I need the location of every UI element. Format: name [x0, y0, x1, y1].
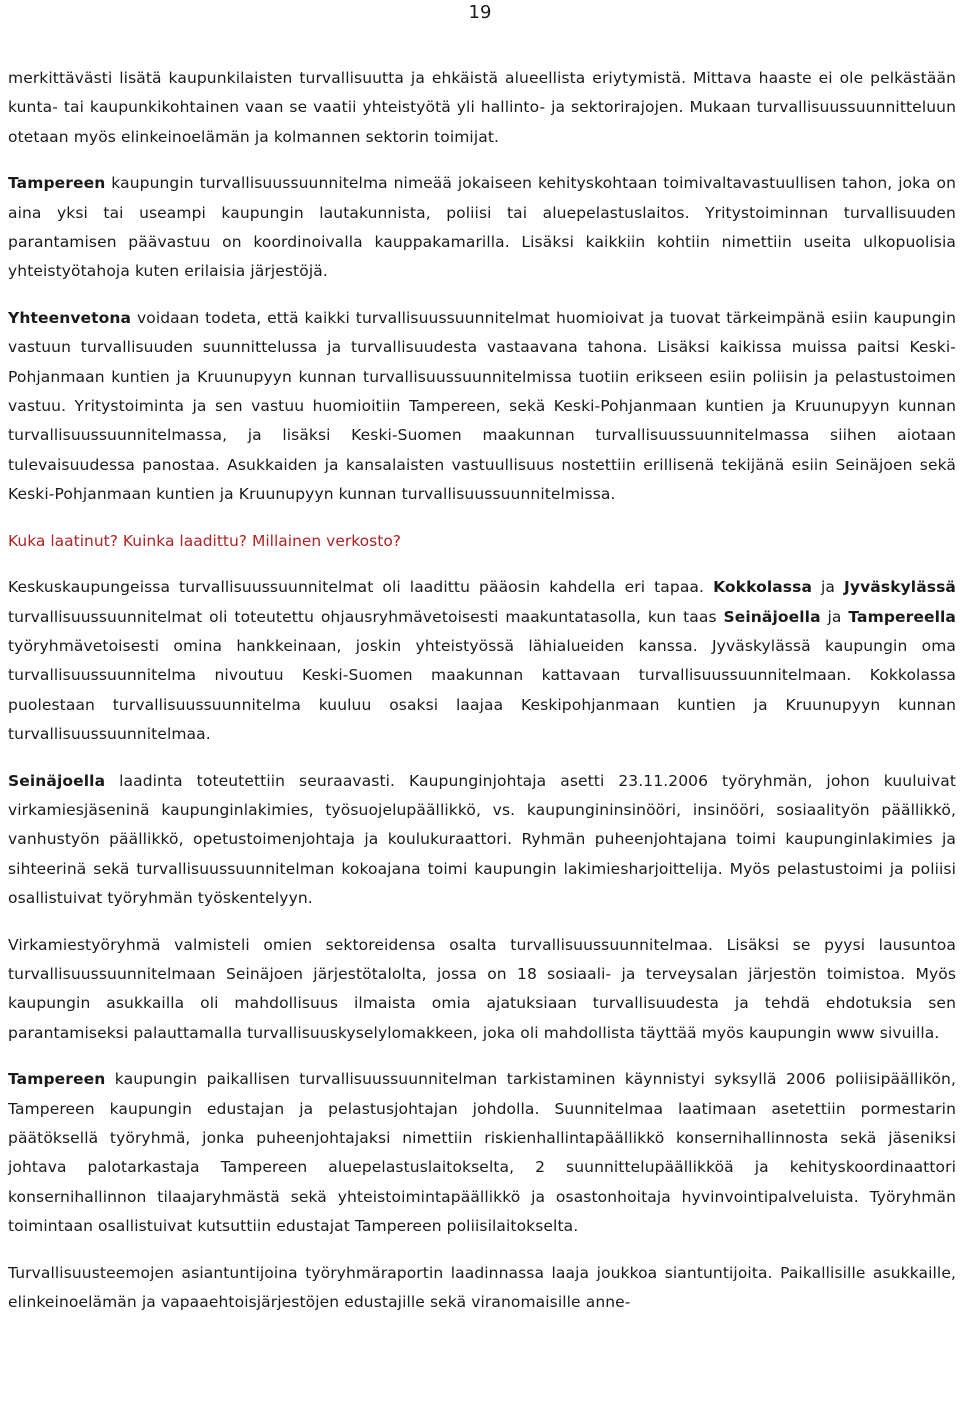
paragraph-text: kaupungin paikallisen turvallisuussuunnitelman tarkistaminen käynnistyi syksyllä 2006 poliisipäällikön, Tampereen kaupungin edustajan ja pelastusjohtajan johdolla. Suunnitelmaa laatimaan asetettiin pormestarin päätöksellä työryhmä, jonka puheenjohtajaksi nimettiin riskienhallintapäällikkö konsernihallinnosta sekä jäseniksi johtava palotarkastaja Tampereen aluepelastuslaitokselta, 2 suunnittelupäällikköä ja kehityskoordinaattori konsernihallinnon tilaajaryhmästä sekä yhteistoimintapäällikkö ja osastonhoitaja hyvinvointipalveluista. Työryhmän toimintaan osallistuivat kutsuttiin edustajat Tampereen poliisilaitokselta.	[8, 1070, 956, 1236]
emphasized-term: Seinäjoella	[723, 607, 821, 626]
paragraph-text: työryhmävetoisesti omina hankkeinaan, joskin yhteistyössä lähialueiden kanssa. Jyväskylässä kaupungin oma turvallisuussuunnitelma nivoutuu Keski-Suomen maakunnan kattavaan turvallisuussuunnitelmaan. Kokkolassa puolestaan turvallisuussuunnitelma kuuluu osaksi laajaa Keskipohjanmaan kuntien ja Kruunupyyn kunnan turvallisuussuunnitelmaa.	[8, 636, 956, 744]
body-paragraph	[8, 169, 956, 287]
emphasized-term: Tampereella	[848, 607, 956, 626]
emphasized-term: Tampereen	[8, 174, 106, 193]
paragraph-text: kaupungin turvallisuussuunnitelma nimeää jokaiseen kehityskohtaan toimivaltavastuullisen tahon, joka on aina yksi tai useampi kaupungin lautakunnista, poliisi tai aluepelastuslaitos. Yritystoiminnan turvallisuuden parantamisen päävastuu on koordinoivalla kauppakamarilla. Lisäksi kaikkiin kohtiin nimettiin useita ulkopuolisia yhteistyötahoja kuten erilaisia järjestöjä.	[8, 174, 956, 281]
paragraph-text: ja	[812, 578, 845, 597]
emphasized-term: Yhteenvetona	[8, 308, 132, 327]
body-paragraph	[8, 573, 956, 749]
document-body	[8, 64, 956, 1334]
paragraph-text: merkittävästi lisätä kaupunkilaisten turvallisuutta ja ehkäistä alueellista eriytymistä. Mittava haaste ei ole pelkästään kunta- tai kaupunkikohtainen vaan se vaatii yhteistyötä yli hallinto- ja sektorirajojen. Mukaan turvallisuussuunnitteluun otetaan myös elinkeinoelämän ja kolmannen sektorin toimijat.	[8, 69, 956, 146]
body-paragraph	[8, 767, 956, 914]
paragraph-text: turvallisuussuunnitelmat oli toteutettu ohjausryhmävetoisesti maakuntatasolla, kun taas	[8, 607, 724, 626]
emphasized-term: Seinäjoella	[8, 771, 106, 790]
paragraph-text: ja	[820, 607, 849, 626]
emphasized-term: Jyväskylässä	[844, 578, 956, 597]
paragraph-text: Virkamiestyöryhmä valmisteli omien sektoreidensa osalta turvallisuussuunnitelmaa. Lisäksi se pyysi lausuntoa turvallisuussuunnitelmaan Seinäjoen järjestötalolta, jossa on 18 sosiaali- ja terveysalan järjestön toimistoa. Myös kaupungin asukkailla oli mahdollisuus ilmaista omia ajatuksiaan turvallisuudesta ja tehdä ehdotuksia sen parantamiseksi palauttamalla turvallisuuskyselylomakkeen, joka oli mahdollista täyttää myös kaupungin www sivuilla.	[8, 935, 956, 1042]
page-number: 19	[468, 2, 492, 23]
paragraph-text: Turvallisuusteemojen asiantuntijoina työryhmäraportin laadinnassa laaja joukkoa siantuntijoita. Paikallisille asukkaille, elinkeinoelämän ja vapaaehtoisjärjestöjen edustajille sekä viranomaisille anne-	[8, 1263, 956, 1312]
body-paragraph	[8, 1065, 956, 1241]
emphasized-term: Tampereen	[8, 1070, 106, 1089]
body-paragraph	[8, 1259, 956, 1318]
body-paragraph	[8, 304, 956, 510]
body-paragraph	[8, 64, 956, 152]
emphasized-term: Kokkolassa	[713, 578, 812, 597]
section-heading: Kuka laatinut? Kuinka laadittu? Millainen verkosto?	[8, 531, 402, 550]
paragraph-text: voidaan todeta, että kaikki turvallisuussuunnitelmat huomioivat ja tuovat tärkeimpänä esiin kaupungin vastuun turvallisuuden suunnittelussa ja turvallisuudesta vastaavana tahona. Lisäksi kaikissa muissa paitsi Keski-Pohjanmaan kuntien ja Kruunupyyn kunnan turvallisuussuunnitelmissa tuotiin erikseen esiin poliisin ja pelastustoimen vastuu. Yritystoiminta ja sen vastuu huomioitiin Tampereen, sekä Keski-Pohjanmaan kuntien ja Kruunupyyn kunnan turvallisuussuunnitelmassa, ja lisäksi Keski-Suomen maakunnan turvallisuussuunnitelmassa siihen aiotaan tulevaisuudessa panostaa. Asukkaiden ja kansalaisten vastuullisuus nostettiin erillisenä tekijänä esiin Seinäjoen sekä Keski-Pohjanmaan kuntien ja Kruunupyyn kunnan turvallisuussuunnitelmissa.	[8, 308, 956, 504]
paragraph-text: laadinta toteutettiin seuraavasti. Kaupunginjohtaja asetti 23.11.2006 työryhmän, johon kuuluivat virkamiesjäseninä kaupunginlakimies, työsuojelupäällikkö, vs. kaupungininsinööri, insinööri, sosiaalityön päällikkö, vanhustyön päällikkö, opetustoimenjohtaja ja koulukuraattori. Ryhmän puheenjohtajana toimi kaupunginlakimies ja sihteerinä sekä turvallisuussuunnitelman kokoajana toimi kaupungin lakimiesharjoittelija. Myös pelastustoimi ja poliisi osallistuivat työryhmän työskentelyyn.	[8, 771, 956, 908]
body-paragraph	[8, 931, 956, 1049]
paragraph-text: Keskuskaupungeissa turvallisuussuunnitelmat oli laadittu pääosin kahdella eri tapaa.	[8, 578, 714, 597]
